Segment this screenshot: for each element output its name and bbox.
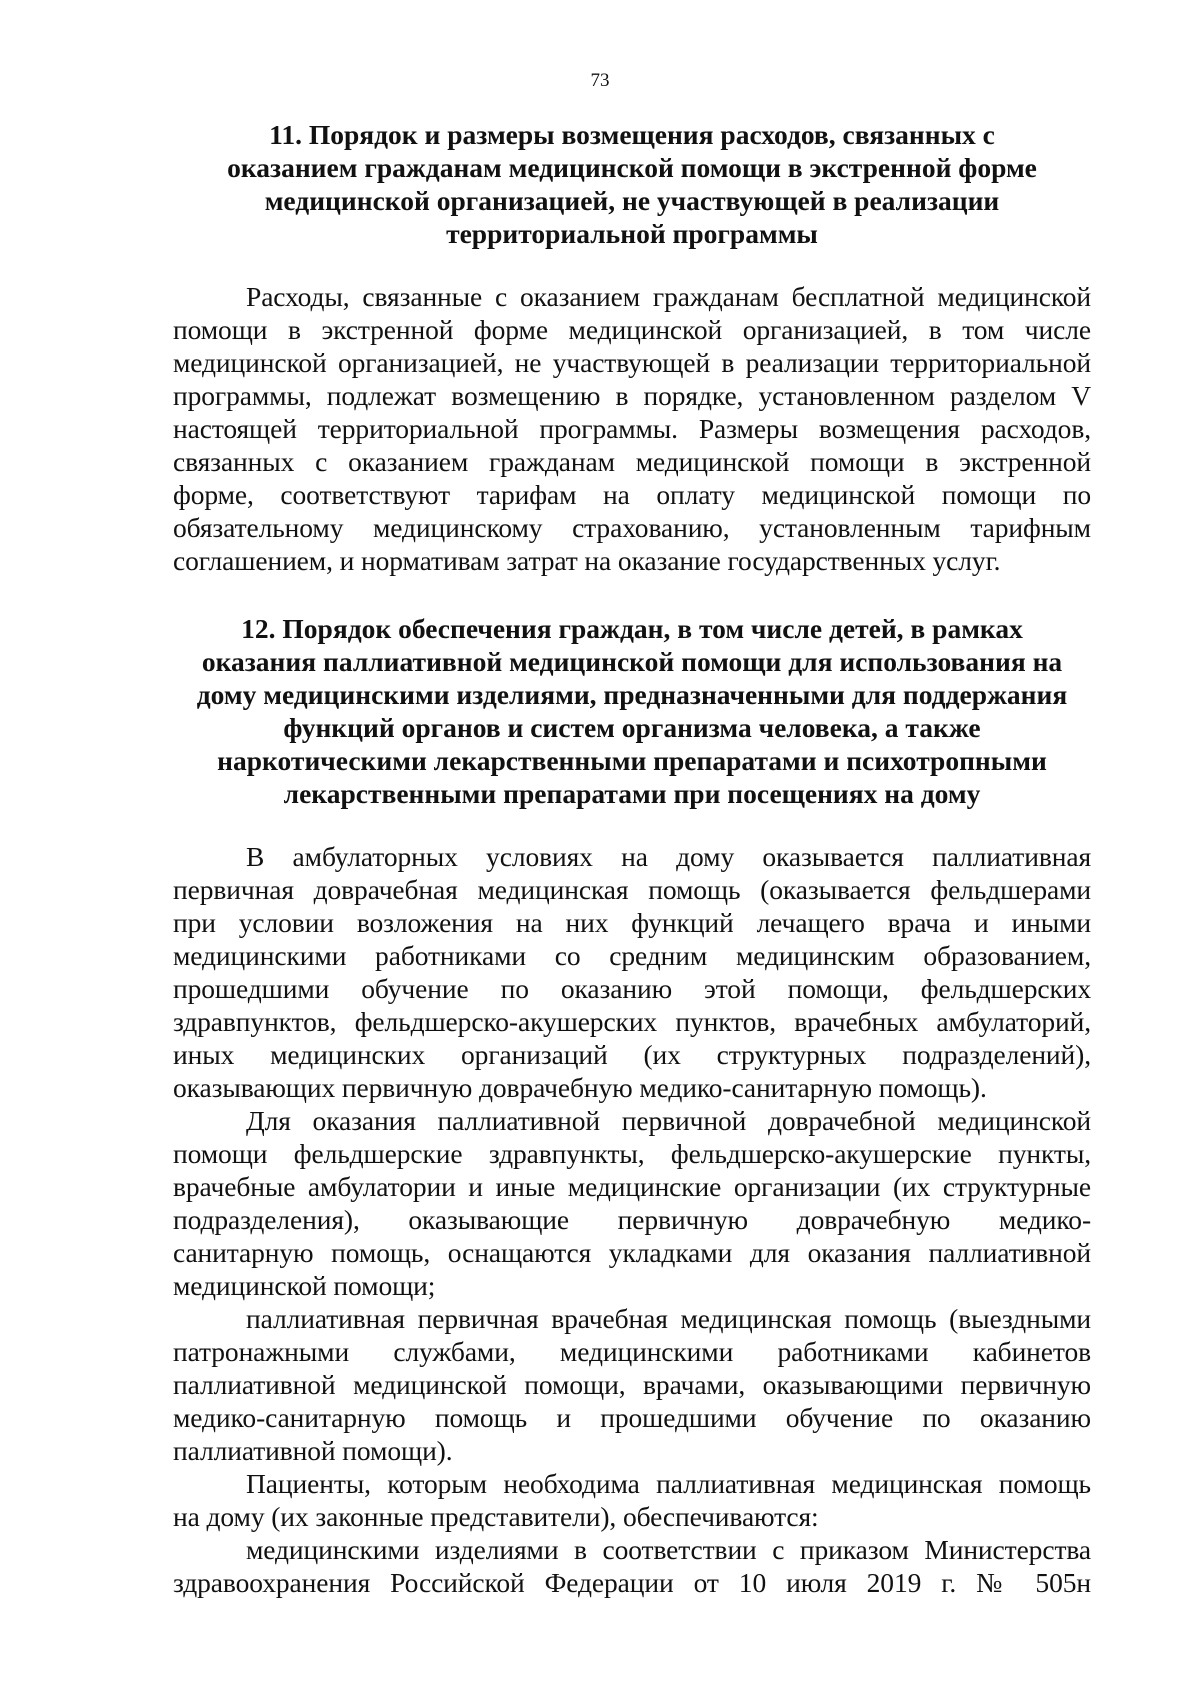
text-line: В амбулаторных условиях на дому оказывается паллиативная — [246, 841, 1091, 872]
text-line: врачебные амбулатории и иные медицинские организации (их структурные — [173, 1171, 1091, 1202]
document-body — [173, 118, 1091, 1599]
text-line: оказывающих первичную доврачебную медико-санитарную помощь). — [173, 1072, 987, 1103]
text-line: паллиативная первичная врачебная медицинская помощь (выездными — [246, 1303, 1091, 1334]
section-12-paragraph-1 — [173, 840, 1091, 1104]
section-12-heading — [173, 612, 1091, 810]
text-line: форме, соответствуют тарифам на оплату медицинской помощи по — [173, 479, 1091, 510]
text-line: первичная доврачебная медицинская помощь (оказывается фельдшерами — [173, 874, 1091, 905]
text-line: патронажными службами, медицинскими работниками кабинетов — [173, 1336, 1091, 1367]
text-line: иных медицинских организаций (их структурных подразделений), — [173, 1039, 1091, 1070]
page-number: 73 — [590, 70, 610, 91]
text-line: настоящей территориальной программы. Размеры возмещения расходов, — [173, 413, 1091, 444]
heading-line: оказанием гражданам медицинской помощи в экстренной форме — [227, 152, 1037, 183]
text-line: соглашением, и нормативам затрат на оказание государственных услуг. — [173, 545, 1001, 576]
text-line: медицинской организацией, не участвующей в реализации территориальной — [173, 347, 1091, 378]
heading-line: медицинской организацией, не участвующей в реализации — [264, 185, 1000, 216]
text-line: паллиативной помощи). — [173, 1435, 453, 1466]
text-line: паллиативной медицинской помощи, врачами, оказывающими первичную — [173, 1369, 1091, 1400]
heading-line: функций органов и систем организма человека, а также — [283, 712, 981, 743]
section-12-paragraph-3 — [173, 1302, 1091, 1467]
text-line: медицинской помощи; — [173, 1270, 436, 1301]
section-11-heading — [173, 118, 1091, 250]
text-line: медико-санитарную помощь и прошедшими обучение по оказанию — [173, 1402, 1091, 1433]
text-line: санитарную помощь, оснащаются укладками для оказания паллиативной — [173, 1237, 1091, 1268]
text-line: медицинскими изделиями в соответствии с приказом Министерства — [246, 1534, 1091, 1565]
section-12-paragraph-4 — [173, 1467, 1091, 1533]
heading-line: дому медицинскими изделиями, предназначенными для поддержания — [196, 679, 1068, 710]
text-line: Для оказания паллиативной первичной доврачебной медицинской — [246, 1105, 1091, 1136]
heading-line: 11. Порядок и размеры возмещения расходов, связанных с — [269, 119, 995, 150]
text-line: при условии возложения на них функций лечащего врача и иными — [173, 907, 1091, 938]
text-line: на дому (их законные представители), обеспечиваются: — [173, 1501, 819, 1532]
text-line: помощи фельдшерские здравпункты, фельдшерско-акушерские пункты, — [173, 1138, 1091, 1169]
text-line: прошедшими обучение по оказанию этой помощи, фельдшерских — [173, 973, 1091, 1004]
section-11-paragraph — [173, 280, 1091, 577]
heading-line: наркотическими лекарственными препаратами и психотропными — [217, 745, 1047, 776]
section-12-paragraph-2 — [173, 1104, 1091, 1302]
heading-line: территориальной программы — [446, 218, 818, 249]
text-line: здравпунктов, фельдшерско-акушерских пунктов, врачебных амбулаторий, — [173, 1006, 1091, 1037]
text-line: связанных с оказанием гражданам медицинской помощи в экстренной — [173, 446, 1091, 477]
heading-line: 12. Порядок обеспечения граждан, в том числе детей, в рамках — [241, 613, 1023, 644]
heading-line: лекарственными препаратами при посещениях на дому — [283, 778, 981, 809]
text-line: подразделения), оказывающие первичную доврачебную медико- — [173, 1204, 1091, 1235]
text-line: программы, подлежат возмещению в порядке, установленном разделом V — [173, 380, 1091, 411]
text-line: здравоохранения Российской Федерации от 10 июля 2019 г. № 505н — [173, 1567, 1091, 1598]
text-line: Пациенты, которым необходима паллиативная медицинская помощь — [246, 1468, 1091, 1499]
section-12-paragraph-5 — [173, 1533, 1091, 1599]
heading-line: оказания паллиативной медицинской помощи для использования на — [201, 646, 1063, 677]
text-line: медицинскими работниками со средним медицинским образованием, — [173, 940, 1091, 971]
text-line: Расходы, связанные с оказанием гражданам бесплатной медицинской — [246, 281, 1091, 312]
text-line: обязательному медицинскому страхованию, установленным тарифным — [173, 512, 1091, 543]
text-line: помощи в экстренной форме медицинской организацией, в том числе — [173, 314, 1091, 345]
